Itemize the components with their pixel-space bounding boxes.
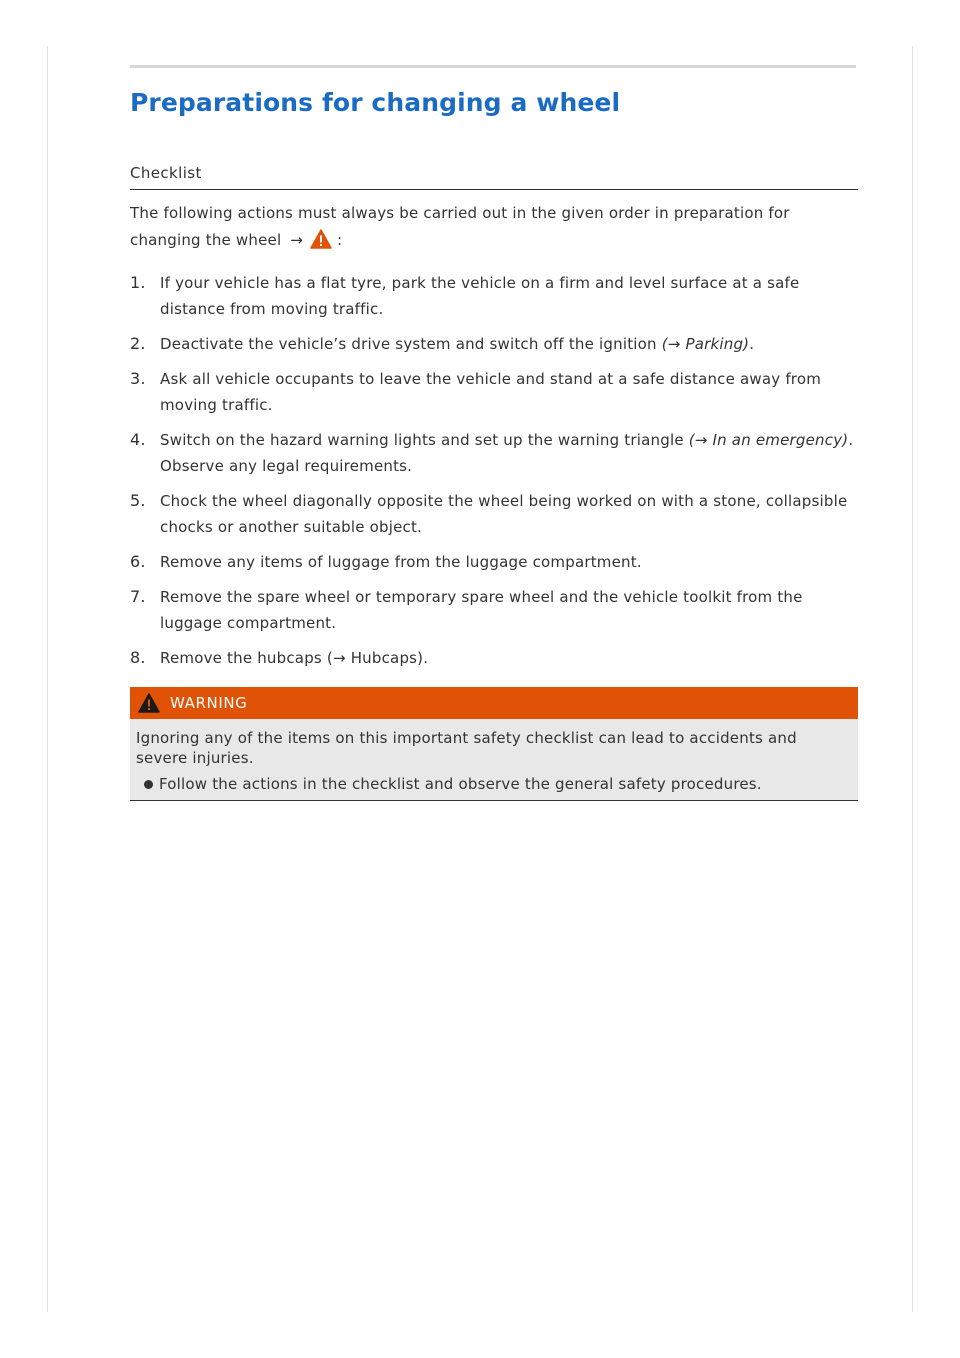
step-number: 8.	[130, 648, 146, 667]
warning-bullet-item	[136, 774, 852, 794]
section-rule	[130, 189, 858, 190]
bullet-dot-icon	[144, 780, 153, 789]
list-item	[130, 645, 858, 671]
page-margin-left	[47, 46, 48, 1312]
step-number: 5.	[130, 491, 146, 510]
warning-bullet-text: Follow the actions in the checklist and observe the general safety procedures.	[159, 775, 762, 793]
warning-triangle-icon[interactable]	[310, 229, 332, 258]
step-text-after: .	[423, 649, 429, 667]
list-item	[130, 549, 858, 575]
step-text: Remove the spare wheel or temporary spare wheel and the vehicle toolkit from the luggage compartment.	[160, 588, 803, 632]
list-item	[130, 331, 858, 357]
step-text: Chock the wheel diagonally opposite the wheel being worked on with a stone, collapsible chocks or another suitable object.	[160, 492, 848, 536]
step-text-after: . Observe any legal requirements.	[160, 431, 854, 475]
step-text: Deactivate the vehicle’s drive system and switch off the ignition	[160, 335, 662, 353]
warning-header	[130, 687, 858, 719]
warning-body	[130, 719, 858, 800]
top-rule	[130, 65, 856, 68]
section-label: Checklist	[130, 164, 202, 182]
warning-label: WARNING	[170, 694, 248, 712]
step-number: 1.	[130, 273, 146, 292]
step-text: Switch on the hazard warning lights and set up the warning triangle	[160, 431, 689, 449]
list-item	[130, 584, 858, 636]
cross-reference-link[interactable]: (→ Hubcaps)	[326, 649, 424, 667]
warning-triangle-icon	[138, 693, 160, 713]
step-number: 7.	[130, 587, 146, 606]
step-number: 3.	[130, 369, 146, 388]
checklist-steps	[130, 270, 858, 680]
step-text: If your vehicle has a flat tyre, park the vehicle on a firm and level surface at a safe distance from moving traffic.	[160, 274, 800, 318]
warning-text: Ignoring any of the items on this important safety checklist can lead to accidents and severe injuries.	[136, 729, 797, 767]
warning-box	[130, 687, 858, 801]
arrow-right-icon: →	[290, 231, 304, 249]
intro-text: The following actions must always be carried out in the given order in preparation for changing the wheel	[130, 204, 790, 249]
intro-suffix: :	[337, 231, 343, 249]
step-number: 4.	[130, 430, 146, 449]
intro-paragraph	[130, 200, 858, 258]
list-item	[130, 427, 858, 479]
step-number: 2.	[130, 334, 146, 353]
step-text: Ask all vehicle occupants to leave the vehicle and stand at a safe distance away from moving traffic.	[160, 370, 822, 414]
list-item	[130, 366, 858, 418]
page-title: Preparations for changing a wheel	[130, 88, 621, 117]
list-item	[130, 270, 858, 322]
list-item	[130, 488, 858, 540]
cross-reference-link[interactable]: (→ Parking)	[661, 335, 750, 353]
step-text-after: .	[749, 335, 755, 353]
step-text: Remove any items of luggage from the luggage compartment.	[160, 553, 642, 571]
step-text: Remove the hubcaps	[160, 649, 327, 667]
cross-reference-link[interactable]: (→ In an emergency)	[688, 431, 849, 449]
step-number: 6.	[130, 552, 146, 571]
page-margin-right	[912, 46, 913, 1312]
